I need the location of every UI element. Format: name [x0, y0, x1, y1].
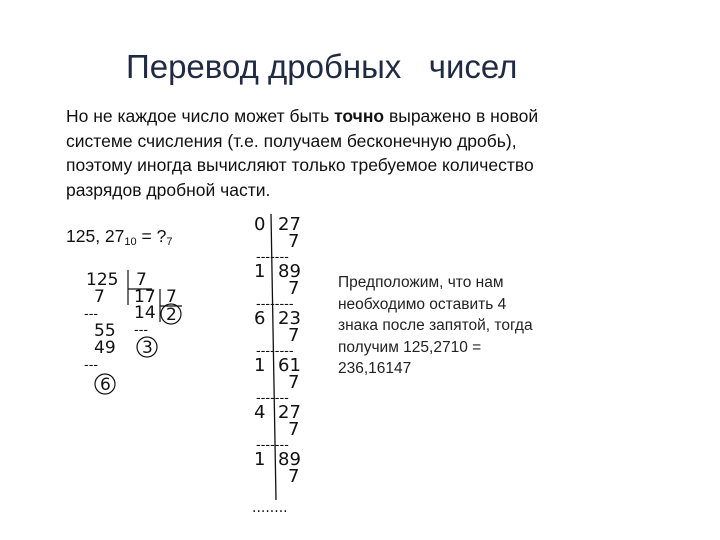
digit-c: 2 — [166, 305, 177, 325]
row-frac: 61 — [278, 355, 301, 376]
row-mult: 7 — [288, 325, 300, 346]
remainder1: 55 — [94, 321, 116, 341]
conclusion-note: Предположим, что нам необходимо оставить 4 знака после запятой, тогда получим 125,2710 = 236,16147 — [338, 274, 533, 377]
quotient1: 17 — [134, 287, 156, 307]
digit-a: 6 — [100, 375, 111, 395]
row-int: 1 — [254, 449, 266, 470]
row-sep: ------- — [256, 438, 289, 453]
row-mult: 7 — [288, 419, 300, 440]
multiplication-rows — [254, 214, 301, 487]
column-ellipsis: ........ — [252, 500, 288, 516]
row-int: 4 — [254, 402, 266, 423]
row-mult: 7 — [288, 466, 300, 487]
row-sep: -------- — [256, 344, 294, 359]
row-frac: 23 — [278, 308, 301, 329]
row-frac: 27 — [278, 214, 301, 235]
row-mult: 7 — [288, 372, 300, 393]
row-int: 6 — [254, 308, 266, 329]
row-frac: 27 — [278, 402, 301, 423]
dividend: 125 — [86, 270, 119, 290]
row-sep: -------- — [256, 297, 294, 312]
divisor: 7 — [136, 270, 147, 290]
divisor2: 7 — [166, 287, 177, 307]
row-sep: ------- — [256, 250, 289, 265]
step2-dash: --- — [84, 358, 99, 373]
slide-title: Перевод дробных чисел — [126, 48, 518, 85]
row-mult: 7 — [288, 231, 300, 252]
paragraph-part-2: выражено в новой системе счисления (т.е. получаем бесконечную дробь), поэтому иногда вычисляют только требуемое количество разрядов дробной части. — [66, 106, 539, 200]
paragraph-emphasis: точно — [334, 106, 385, 126]
row-mult: 7 — [288, 278, 300, 299]
row-int: 0 — [254, 214, 266, 235]
step1-dash: --- — [84, 307, 99, 322]
step2-subtrahend: 49 — [94, 338, 116, 358]
step1-subtrahend: 7 — [94, 287, 105, 307]
step3-subtrahend: 14 — [134, 303, 156, 323]
digit-b: 3 — [142, 338, 153, 358]
equation-number: 125, 27 — [66, 226, 125, 246]
row-frac: 89 — [278, 261, 301, 282]
equation-base-to: 7 — [166, 236, 173, 248]
row-frac: 89 — [278, 449, 301, 470]
step3-dash: --- — [134, 323, 149, 338]
row-int: 1 — [254, 261, 266, 282]
row-int: 1 — [254, 355, 266, 376]
row-sep: ------- — [256, 391, 289, 406]
equation-base-from: 10 — [124, 236, 137, 248]
paragraph-part-1: Но не каждое число может быть — [66, 106, 335, 126]
equation-equals: = ? — [136, 226, 167, 246]
